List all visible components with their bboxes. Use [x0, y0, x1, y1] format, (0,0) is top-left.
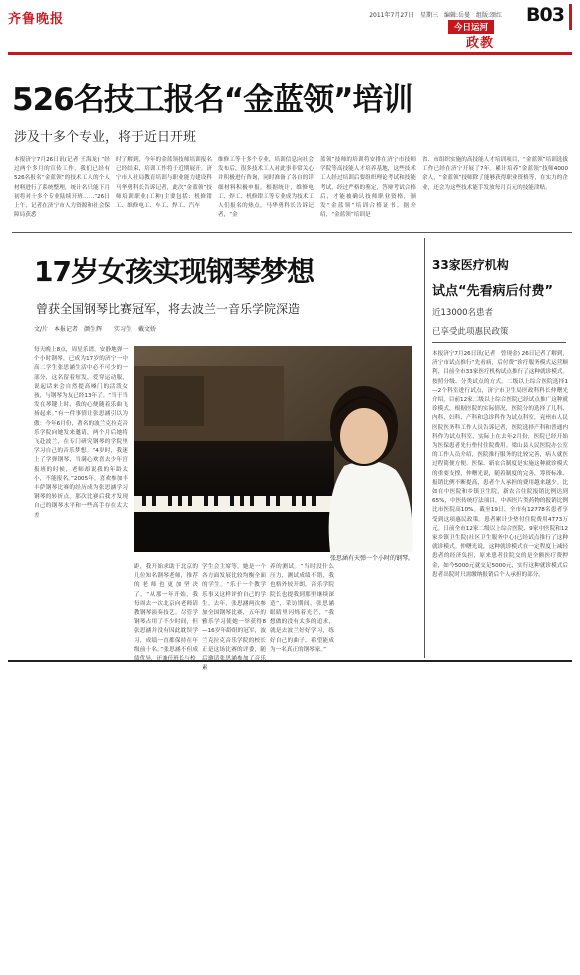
article2-headline: 17岁女孩实现钢琴梦想	[34, 255, 314, 288]
side-subhead-2: 已享受此项惠民政策	[432, 327, 509, 337]
side-headline-2: 试点“先看病后付费”	[432, 284, 554, 299]
masthead-rule	[8, 52, 572, 55]
girl-at-piano-image	[134, 346, 412, 552]
photo-caption: 张思涵有天弹一个小时的钢琴。	[330, 555, 415, 562]
newspaper-logo: 齐鲁晚报	[8, 12, 65, 27]
article1-column-4: 蓝领”技师的培训将安排在济宁市技师学院等高技能人才培养基地，这些技术工人经过培训后要组织理论考试和技能考试，经过严格的鉴定，答辩考试合格后，才能被确认技师职业资格，颁发“金蓝领”培训合格证书。据介绍，“金蓝领”培训是	[320, 157, 416, 219]
article1-column-3: 维修工等十多个专业，培训信息向社会发布后，很多技术工人对此事非常关心并积极进行咨询，同时准备了各自的详细材料积极申报。根据统计，维修电工、焊工、机修钳工等专业成为技术工人们报名的热点。马华勇科长告诉记者，“金	[218, 157, 314, 219]
article1-column-2: 时了解到，今年的金蓝领技师培训报名已经结束，培训工作将于近期展开。济宁市人社局教育培训与职业能力建设科马华勇科长告诉记者，此次“金蓝领”技师培训职业(工种)主要包括：机修钳工、维修电工、车工、焊工、汽车	[116, 157, 212, 210]
article2-photo	[134, 346, 412, 552]
article1-subhead: 涉及十多个专业，将于近日开班	[14, 130, 197, 145]
article2-column-1: 每天晚上8点，周星乐谱，安静地弹一个小时钢琴，已成为17岁的济宁一中高二学生张思涵生活中必不可少的一部分，这名留着短发，爱穿运动服，说起话来会自然提高嗓门的活泼女孩，与钢琴为友已经13年了。“当于当发在琴键上时，我的心便随着乐曲飞扬起来。”有一件事情让张思涵引以为傲：今年6月份，著名的波兰克拉克音乐学院向她发来邀请，两个月后她将飞赴波兰，在专门研究钢琴的学院里学习自己的音乐梦想。“4岁时，我迷上了学弹钢琴，当满心欢喜去少年宫报班的时候，老师却说我的年龄太小，不能报名。”2005年，喜欢参加丰丰萨钢琴比赛的经历成为张思涵学习钢琴的转折点。那次比赛后我才发现自己的钢琴水平和一些高手存在太大差	[34, 347, 128, 519]
article2-column-3: 学生会主席等，她是一个各方面发展比较均衡全面的学生。“乐于一个教学乐事又这样评价自己的学生。去年，张思涵两次参加全国钢琴比赛，五年的雅乐学习使她一举获得8—16岁年龄组的冠军，波兰克拉克音乐学院的校长正是这场比赛的评委，随 素	[202, 564, 266, 672]
article1-headline: 526名技工报名“金蓝领”培训	[12, 82, 413, 118]
side-article-body: 本报济宁7月26日讯(记者 曾现金) 26日记者了解到，济宁市试点推行“先看病，后付费”诊疗服务模式运营顺利，目前全市33家医疗机构试点推行了这种就诊模式。按照分级、分类试点的方式，二级以上综合医院选择1—2个科室进行试点，济宁市卫生局医政科科长仲曙光介绍，目前12家二级以上综合医院已经试点推广这种就诊模式，根据医院的实际情况，医院分的选择了儿科、内科、妇科、产科和急诊科作为试点科室，兖州市人民医院医务科工作人员告诉记者，医院选择产科和普通内科作为试点科室，实际上在去年2月份，医院已经开始为医保患者先行垫付住院费用。梁山县人民医院办公室的工作人员介绍，医院推行服务的比较完善，病人就医过程简便方便。医保、新农合制度是实施这种就诊模式的重要支撑，仲曙光说，随着制度的完善，筹资标准、报销比例不断提高，患者个人承担的费用越来越少。比如在中医院和乡镇卫生院，新农合住院报销比例达到65%，中医传统疗法项目，中西医片类药物的报销比例比市医院高10%。截至19日，全市有12778名患者享受到这项惠民政策。患者累计少垫付住院费用4773万元。日前全市12家二级以上综合医院、9家中医院和12家乡镇卫生院(社区卫生服务中心)已经试点推行了这种就诊模式。仲曙光说，这种就诊模式在一定程度上减轻患者的经济负担，原来患者住院交的是全额医疗费押金，如今5000元就交足5000元，实行这种就诊模式后患者出院时只需缴纳报销后个人承担的部分。	[432, 351, 568, 578]
page-bottom-rule	[8, 660, 572, 662]
section-name: 政教	[465, 36, 494, 51]
side-subhead-1: 近13000名患者	[432, 308, 494, 318]
masthead	[8, 4, 572, 54]
article1-column-5: 省、市组织实施的高技能人才培训项目，“金蓝领”培训选拔工作已经在济宁开展了7年。累计培养“金蓝领”技师4000余人，“金蓝领”技师除了能够获得职业资格等，在实力的企业，还会为这些技术能手发放每月百元的技能津贴。	[422, 157, 568, 191]
side-divider	[432, 342, 566, 343]
page-number: B03	[526, 4, 572, 30]
column-separator	[424, 238, 425, 658]
article2-column-4: 养的测试。“当时没什么压力，测试成绩不错，我也格外较开朗，音乐学院院长也提我到那里继续深造”，采访期间，张思涵眼睛里闪烁着光芒，“我想做的没有太多的追求，就是去波兰好好学习，练好自己的曲子，希望能成为一名真正的钢琴家。”	[270, 564, 334, 653]
article1-column-1: 本报济宁7月26日讯(记者 王海龙) “经过两个多月的宣传工作，我们已经有526名报名“金蓝领”的技术工人的个人材料进行了系统整理，统计名只能下月初将对十多个专业陆续开班……”26日上午，记者在济宁市人力资源和社会保障局获悉	[14, 157, 110, 219]
section-pill: 今日运河	[448, 20, 494, 34]
article2-column-2: 距，我开始求助于北京的几位知名钢琴老师，推荐的老师也更加坚决了，“从那一年开始，我每周去一次北京向老师请教钢琴演奏技艺。尽管学钢琴占用了不少时间，但张思涵并没有因此耽误学习，成绩一直都保持在年级前十名。”张思涵不但成	[134, 564, 198, 653]
section-divider	[12, 232, 572, 233]
side-headline-1: 33家医疗机构	[432, 258, 509, 272]
article2-subhead: 曾获全国钢琴比赛冠军，将去波兰一音乐学院深造	[36, 302, 301, 316]
page-number-accent	[569, 4, 572, 30]
dateline: 2011年7月27日 星期三 编辑:岳曼 组版:颂红	[369, 12, 502, 19]
article2-byline: 文/片 本报记者 颜生辉 实习生 戴文娇	[34, 326, 157, 333]
